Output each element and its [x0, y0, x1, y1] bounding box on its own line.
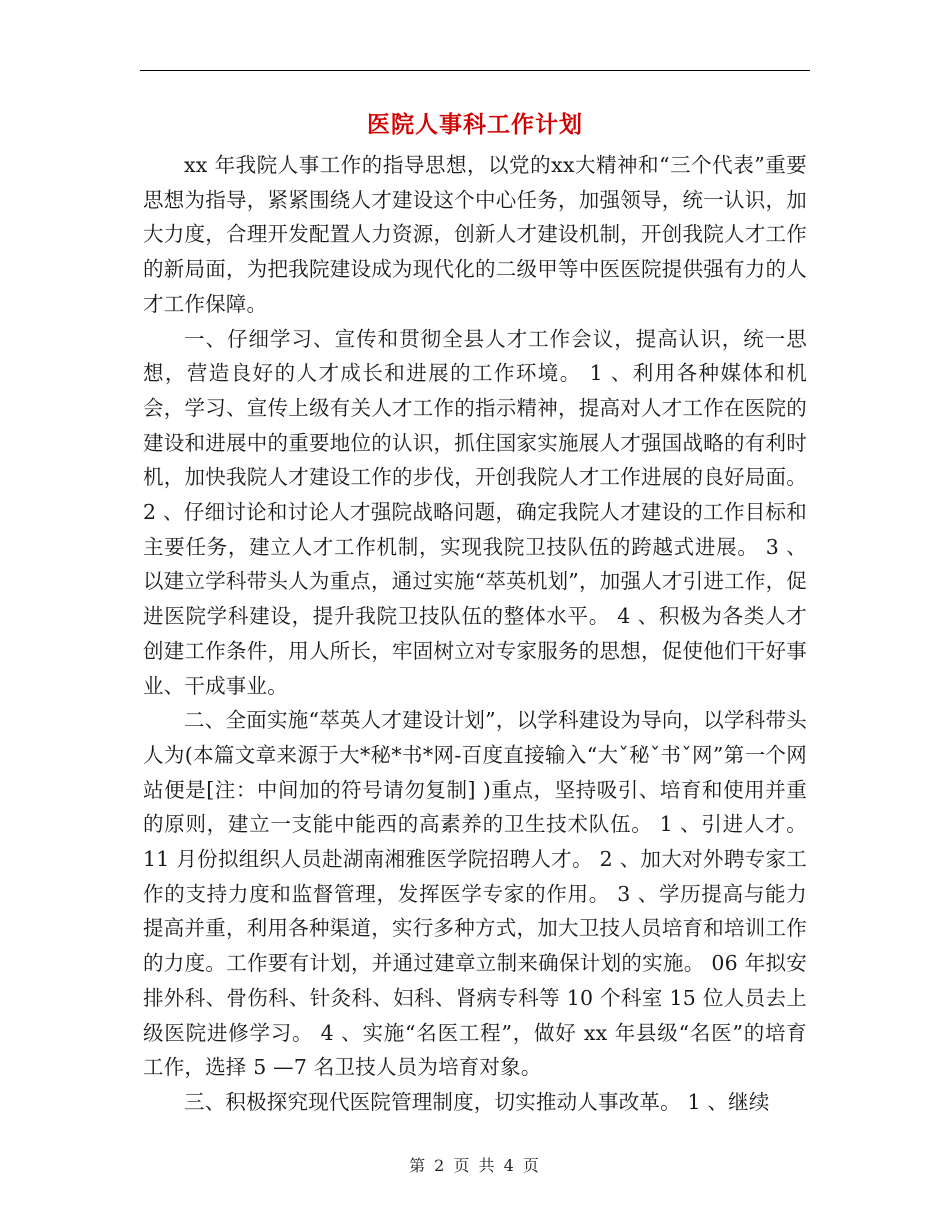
paragraph-intro: xx 年我院人事工作的指导思想，以党的xx大精神和“三个代表”重要思想为指导，紧紧围绕人才建设这个中心任务，加强领导，统一认识，加大力度，合理开发配置人力资源，创新人才建设机制，开创我院人才工作的新局面，为把我院建设成为现代化的二级甲等中医医院提供强有力的人才工作保障。 [143, 153, 807, 316]
paragraph-section-3: 三、积极探究现代医院管理制度，切实推动人事改革。 1 、继续 [184, 1089, 770, 1114]
header-rule [140, 70, 810, 71]
document-title: 医院人事科工作计划 [367, 111, 583, 138]
page-number: 第 2 页 共 4 页 [409, 1156, 541, 1175]
document-body [143, 148, 807, 1120]
paragraph-section-2: 二、全面实施“萃英人才建设计划”，以学科建设为导向，以学科带头人为(本篇文章来源于大*秘*书*网-百度直接输入“大ˇ秘ˇ书ˇ网”第一个网站便是[注：中间加的符号请勿复制] )重点，坚持吸引、培育和使用并重的原则，建立一支能中能西的高素养的卫生技术队伍。 1 、引进人才。 11 月份拟组织人员赴湖南湘雅医学院招聘人才。 2 、加大对外聘专家工作的支持力度和监督管理，发挥医学专家的作用。 3 、学历提高与能力提高并重，利用各种渠道，实行多种方式，加大卫技人员培育和培训工作的力度。工作要有计划，并通过建章立制来确保计划的实施。 06 年拟安排外科、骨伤科、针灸科、妇科、肾病专科等 10 个科室 15 位人员去上级医院进修学习。 4 、实施“名医工程”，做好 xx 年县级“名医”的培育工作，选择 5 —7 名卫技人员为培育对象。 [143, 708, 807, 1080]
paragraph-section-1: 一、仔细学习、宣传和贯彻全县人才工作会议，提高认识，统一思想，营造良好的人才成长和进展的工作环境。 1 、利用各种媒体和机会，学习、宣传上级有关人才工作的指示精神，提高对人才工作在医院的建设和进展中的重要地位的认识，抓住国家实施展人才强国战略的有利时机，加快我院人才建设工作的步伐，开创我院人才工作进展的良好局面。 2 、仔细讨论和讨论人才强院战略问题，确定我院人才建设的工作目标和主要任务，建立人才工作机制，实现我院卫技队伍的跨越式进展。 3 、以建立学科带头人为重点，通过实施“萃英机划”，加强人才引进工作，促进医院学科建设，提升我院卫技队伍的整体水平。 4 、积极为各类人才创建工作条件，用人所长，牢固树立对专家服务的思想，促使他们干好事业、干成事业。 [143, 326, 807, 698]
